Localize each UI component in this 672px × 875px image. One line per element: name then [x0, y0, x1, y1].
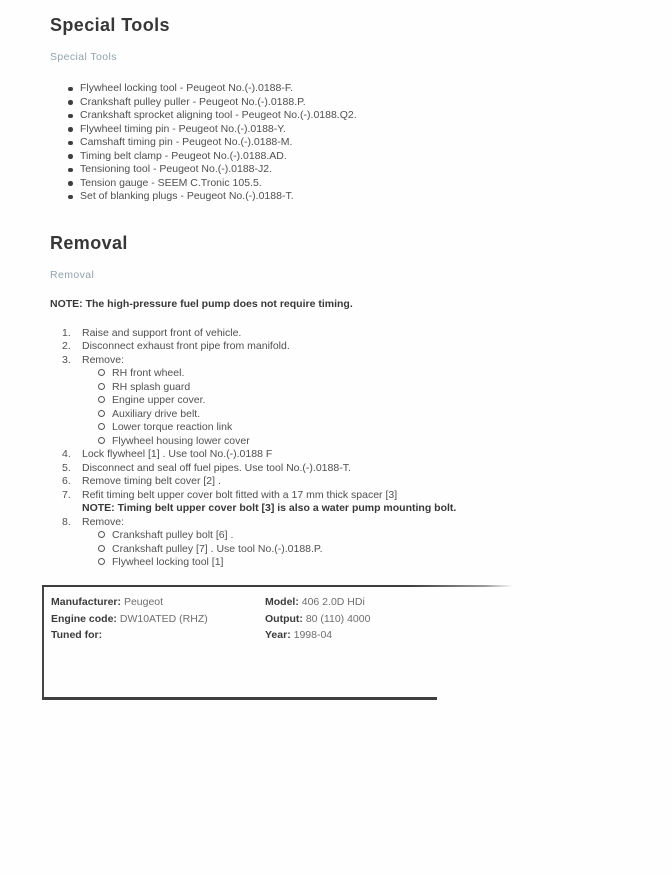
vehicle-info-table: [42, 587, 437, 700]
step-item: [62, 354, 632, 449]
field-value: Peugeot: [123, 596, 164, 608]
step-item: [62, 475, 632, 489]
list-item: [68, 82, 632, 96]
step-text: Refit timing belt upper cover bolt fitted with a 17 mm thick spacer [3]: [82, 488, 398, 501]
list-item: [68, 163, 632, 177]
table-row: [51, 594, 437, 611]
step-item: [62, 462, 632, 476]
sub-item-text: Auxiliary drive belt.: [112, 407, 201, 420]
sub-item-text: Crankshaft pulley [7] . Use tool No.(-).0188.P.: [112, 542, 323, 555]
note-text: NOTE: The high-pressure fuel pump does not require timing.: [50, 297, 353, 310]
list-item: [68, 109, 632, 123]
sub-list-item: [98, 381, 632, 395]
step-item: [62, 448, 632, 462]
tool-item-text: Flywheel timing pin - Peugeot No.(-).0188-Y.: [80, 122, 286, 135]
sub-list-item: [98, 394, 632, 408]
field-value: DW10ATED (RHZ): [119, 612, 208, 625]
tool-item-text: Crankshaft sprocket aligning tool - Peugeot No.(-).0188.Q2.: [80, 109, 357, 121]
tool-item-text: Timing belt clamp - Peugeot No.(-).0188.AD.: [80, 149, 287, 162]
step-text: Disconnect exhaust front pipe from manifold.: [82, 340, 290, 352]
sub-item-text: Engine upper cover.: [112, 394, 206, 406]
step-number: 5.: [62, 461, 71, 474]
engine-code-cell: [51, 611, 265, 628]
field-value: 80 (110) 4000: [305, 612, 371, 625]
field-label: Model:: [265, 596, 299, 608]
step-note-text: NOTE: Timing belt upper cover bolt [3] is also a water pump mounting bolt.: [82, 502, 457, 514]
step-number: 1.: [62, 326, 71, 339]
step-number: 6.: [62, 475, 71, 487]
step-item: [62, 327, 632, 341]
tool-item-text: Crankshaft pulley puller - Peugeot No.(-).0188.P.: [80, 95, 306, 108]
section-subheading-removal: Removal: [50, 268, 95, 281]
tool-item-text: Tensioning tool - Peugeot No.(-).0188-J2.: [80, 163, 273, 175]
list-item: [68, 136, 632, 150]
sub-list-item: [98, 435, 632, 449]
list-item: [68, 150, 632, 164]
tuned-for-cell: [51, 627, 265, 644]
list-item: [68, 190, 632, 204]
step-text: Remove:: [82, 353, 125, 366]
sub-list-item: [98, 408, 632, 422]
step-text: Remove timing belt cover [2] .: [82, 475, 221, 487]
sub-item-text: Flywheel locking tool [1]: [112, 556, 224, 568]
model-cell: [265, 594, 437, 611]
sub-item-text: Lower torque reaction link: [112, 421, 233, 433]
sub-list-item: [98, 421, 632, 435]
step-number: 3.: [62, 353, 71, 366]
field-label: Manufacturer:: [51, 596, 122, 608]
table-row: [51, 611, 437, 628]
step-item: [62, 489, 632, 516]
step-number: 2.: [62, 340, 71, 352]
tool-item-text: Set of blanking plugs - Peugeot No.(-).0188-T.: [80, 190, 294, 202]
sub-item-text: Flywheel housing lower cover: [112, 434, 250, 447]
removal-steps-list: [62, 327, 632, 570]
step-sub-list: [98, 529, 632, 570]
list-item: [68, 96, 632, 110]
list-item: [68, 177, 632, 191]
tool-item-text: Tension gauge - SEEM C.Tronic 105.5.: [80, 176, 262, 189]
sub-list-item: [98, 556, 632, 570]
year-cell: [265, 627, 437, 644]
manufacturer-cell: [51, 594, 265, 611]
sub-list-item: [98, 543, 632, 557]
sub-item-text: RH front wheel.: [112, 367, 185, 379]
step-number: 4.: [62, 448, 71, 460]
field-label: Engine code:: [51, 612, 117, 625]
tool-item-text: Flywheel locking tool - Peugeot No.(-).0188-F.: [80, 82, 294, 94]
list-item: [68, 123, 632, 137]
step-text: Disconnect and seal off fuel pipes. Use tool No.(-).0188-T.: [82, 461, 351, 474]
step-sub-list: [98, 367, 632, 448]
field-value: 1998-04: [293, 629, 333, 641]
step-number: 7.: [62, 488, 71, 501]
table-row: [51, 627, 437, 644]
section-heading-special-tools: Special Tools: [50, 15, 170, 35]
sub-item-text: RH splash guard: [112, 380, 191, 393]
step-number: 8.: [62, 515, 71, 528]
output-cell: [265, 611, 437, 628]
field-label: Output:: [265, 612, 303, 625]
special-tools-list: [68, 82, 632, 204]
step-text: Lock flywheel [1] . Use tool No.(-).0188 F: [82, 448, 273, 460]
step-text: Remove:: [82, 515, 125, 528]
tool-item-text: Camshaft timing pin - Peugeot No.(-).0188-M.: [80, 136, 293, 148]
sub-list-item: [98, 529, 632, 543]
sub-list-item: [98, 367, 632, 381]
section-heading-removal: Removal: [50, 232, 128, 253]
step-item: [62, 516, 632, 570]
step-text: Raise and support front of vehicle.: [82, 326, 242, 339]
step-item: [62, 340, 632, 354]
section-subheading-special-tools: Special Tools: [50, 51, 117, 63]
sub-item-text: Crankshaft pulley bolt [6] .: [112, 529, 234, 541]
field-value: 406 2.0D HDi: [301, 596, 365, 608]
field-label: Year:: [265, 629, 291, 641]
field-label: Tuned for:: [51, 629, 103, 641]
